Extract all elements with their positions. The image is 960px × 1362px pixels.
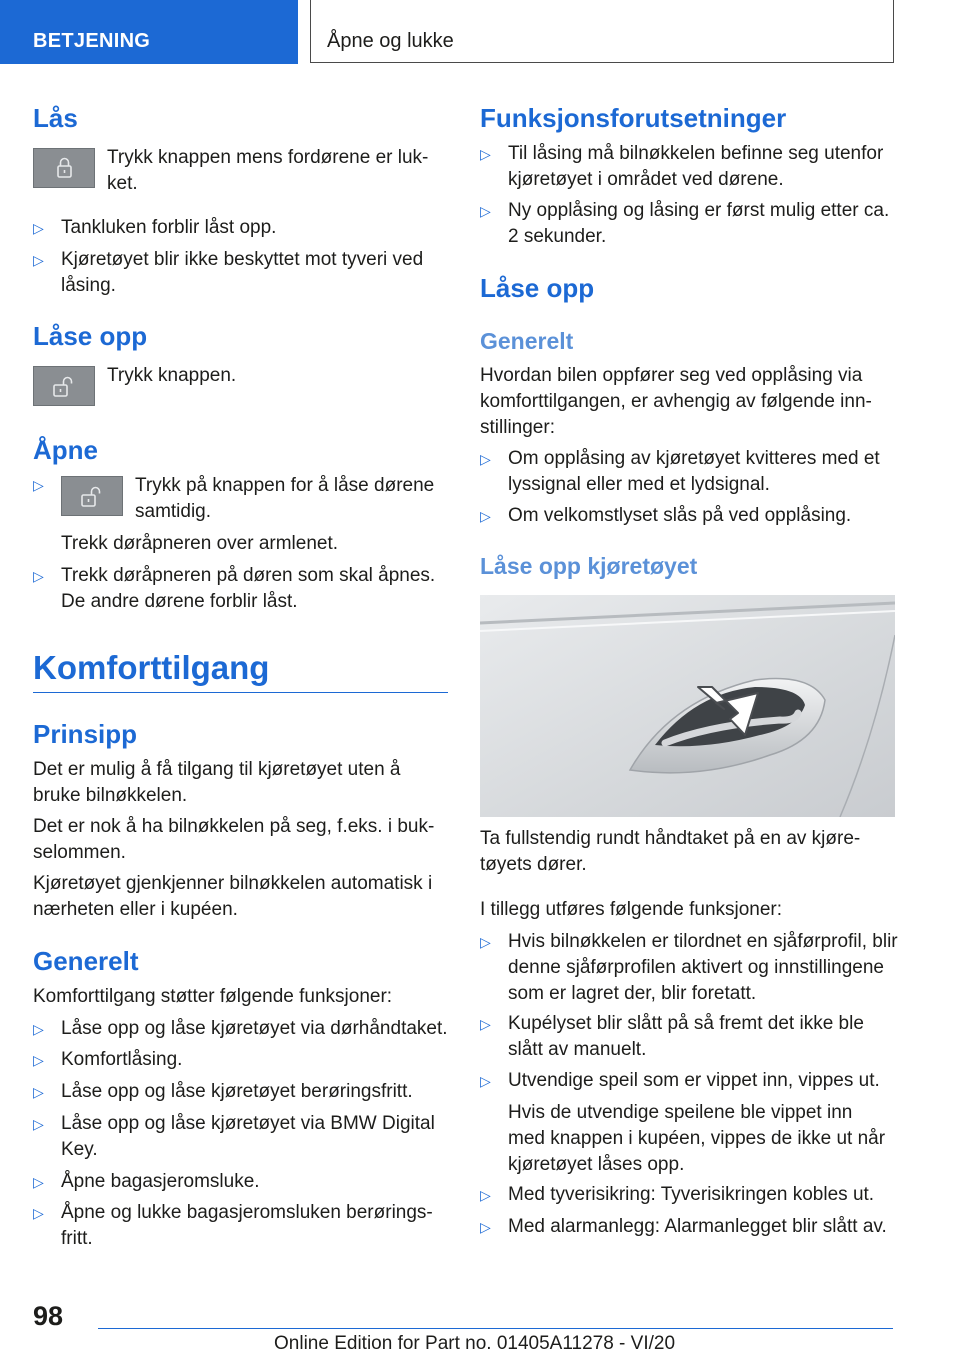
- generelt-intro: Komforttilgang støtter følgende funksjoner:: [33, 986, 393, 1007]
- list-item: ▷ Låse opp og låse kjøretøyet via BMW Digital Key.: [33, 1113, 435, 1160]
- list-item: ▷ Låse opp og låse kjøretøyet via dørhåndtaket.: [33, 1016, 453, 1042]
- list-item: ▷ Kupélyset blir slått på så fremt det ikke ble slått av manuelt.: [480, 1013, 864, 1060]
- list-item: ▷ Til låsing må bilnøkkelen befinne seg utenfor kjøretøyet i området ved dørene.: [480, 143, 884, 190]
- unlock-icon: [34, 367, 94, 405]
- triangle-right-icon: ▷: [480, 1187, 491, 1203]
- list-item: ▷ Låse opp og låse kjøretøyet berøringsfritt.: [33, 1079, 448, 1105]
- list-item: ▷ Med tyverisikring: Tyverisikringen kobles ut.: [480, 1182, 900, 1208]
- chapter-title: Åpne og lukke: [327, 30, 454, 52]
- heading-prinsipp: Prinsipp: [33, 719, 138, 749]
- triangle-right-icon: ▷: [480, 1016, 491, 1032]
- heading-lase-opp-kjoretoyet: Låse opp kjøretøyet: [480, 553, 698, 579]
- list-item: ▷ Trekk døråpneren på døren som skal åpnes. De andre dørene forblir låst.: [33, 565, 436, 612]
- triangle-right-icon: ▷: [33, 1205, 44, 1221]
- triangle-right-icon: ▷: [33, 1021, 44, 1037]
- heading-funksjonsforutsetninger: Funksjonsforutsetninger: [480, 103, 787, 133]
- list-item: ▷ Komfortlåsing.: [33, 1047, 448, 1073]
- list-item: ▷ Åpne og lukke bagasjeromsluken berørings- fritt.: [33, 1202, 433, 1249]
- las-text-line1: Trykk knappen mens fordørene er luk-: [107, 147, 429, 168]
- section-tab: [0, 0, 298, 64]
- triangle-right-icon: ▷: [480, 1073, 491, 1089]
- list-item: ▷ Med alarmanlegg: Alarmanlegget blir slått av.: [480, 1214, 900, 1240]
- section-title: BETJENING: [33, 30, 151, 52]
- lock-icon: [34, 149, 94, 187]
- section-divider: [33, 692, 448, 693]
- prinsipp-paragraph-1: Det er mulig å få tilgang til kjøretøyet uten å bruke bilnøkkelen.: [33, 759, 401, 806]
- prinsipp-paragraph-2: Det er nok å ha bilnøkkelen på seg, f.eks. i buk- selommen.: [33, 816, 435, 863]
- funksjoner-intro: I tillegg utføres følgende funksjoner:: [480, 899, 783, 920]
- list-item: ▷ Kjøretøyet blir ikke beskyttet mot tyveri ved låsing.: [33, 249, 424, 296]
- heading-generelt: Generelt: [33, 946, 139, 976]
- triangle-right-icon: ▷: [33, 220, 44, 236]
- door-handle-photo: [480, 595, 895, 817]
- footer-edition: Online Edition for Part no. 01405A11278 - VI/20: [274, 1333, 676, 1354]
- apne-text-line2: samtidig.: [135, 501, 212, 522]
- footer-divider: [98, 1328, 893, 1329]
- page-header: [0, 0, 960, 66]
- list-item: ▷ Ny opplåsing og låsing er først mulig etter ca. 2 sekunder.: [480, 200, 890, 247]
- triangle-right-icon: ▷: [480, 451, 491, 467]
- apne-text-line3: Trekk døråpneren over armlenet.: [61, 533, 339, 554]
- heading-apne: Åpne: [33, 435, 98, 465]
- heading-lase-opp: Låse opp: [33, 321, 148, 351]
- triangle-right-icon: ▷: [480, 146, 491, 162]
- list-item: ▷ Tankluken forblir låst opp.: [33, 215, 448, 241]
- heading-generelt-right: Generelt: [480, 328, 574, 354]
- triangle-right-icon: ▷: [33, 1052, 44, 1068]
- list-item: ▷ Om velkomstlyset slås på ved opplåsing.: [480, 503, 900, 529]
- chapter-tab: [310, 0, 894, 63]
- triangle-right-icon: ▷: [33, 1116, 44, 1132]
- triangle-right-icon: ▷: [33, 568, 44, 584]
- list-item: ▷ Om opplåsing av kjøretøyet kvitteres med et lyssignal eller med et lydsignal.: [480, 448, 880, 495]
- heading-las: Lås: [33, 103, 78, 133]
- heading-lase-opp-right: Låse opp: [480, 273, 595, 303]
- list-item: ▷ Hvis bilnøkkelen er tilordnet en sjåførprofil, blir denne sjåførprofilen aktivert og innstillingene som er lagret der, blir foretatt.: [480, 931, 898, 1004]
- page-number: 98: [33, 1301, 64, 1331]
- unlock-icon: [62, 477, 122, 515]
- list-item: ▷ Utvendige speil som er vippet inn, vippes ut. Hvis de utvendige speilene ble vippet inn med knappen i kupéen, vippes de ikke ut når kjøretøyet låses opp.: [480, 1070, 886, 1175]
- triangle-right-icon: ▷: [480, 203, 491, 219]
- unlock-button-image: [33, 366, 95, 406]
- triangle-right-icon: ▷: [33, 1174, 44, 1190]
- lase-opp-text: Trykk knappen.: [107, 365, 237, 386]
- prinsipp-paragraph-3: Kjøretøyet gjenkjenner bilnøkkelen automatisk i nærheten eller i kupéen.: [33, 873, 433, 920]
- triangle-right-icon: ▷: [33, 252, 44, 268]
- las-text-line2: ket.: [107, 173, 138, 194]
- triangle-right-icon: ▷: [33, 477, 44, 493]
- photo-caption: Ta fullstendig rundt håndtaket på en av kjøre- tøyets dører.: [480, 828, 861, 875]
- triangle-right-icon: ▷: [33, 1084, 44, 1100]
- list-item: ▷ Åpne bagasjeromsluke.: [33, 1169, 448, 1195]
- door-handle-illustration: [480, 595, 895, 817]
- apne-text-line1: Trykk på knappen for å låse dørene: [135, 475, 435, 496]
- triangle-right-icon: ▷: [480, 934, 491, 950]
- generelt-paragraph: Hvordan bilen oppfører seg ved opplåsing via komforttilgangen, er avhengig av følgende inn- stillinger:: [480, 365, 872, 438]
- heading-komforttilgang: Komforttilgang: [33, 649, 270, 686]
- unlock-button-image: [61, 476, 123, 516]
- triangle-right-icon: ▷: [480, 1219, 491, 1235]
- triangle-right-icon: ▷: [480, 508, 491, 524]
- lock-button-image: [33, 148, 95, 188]
